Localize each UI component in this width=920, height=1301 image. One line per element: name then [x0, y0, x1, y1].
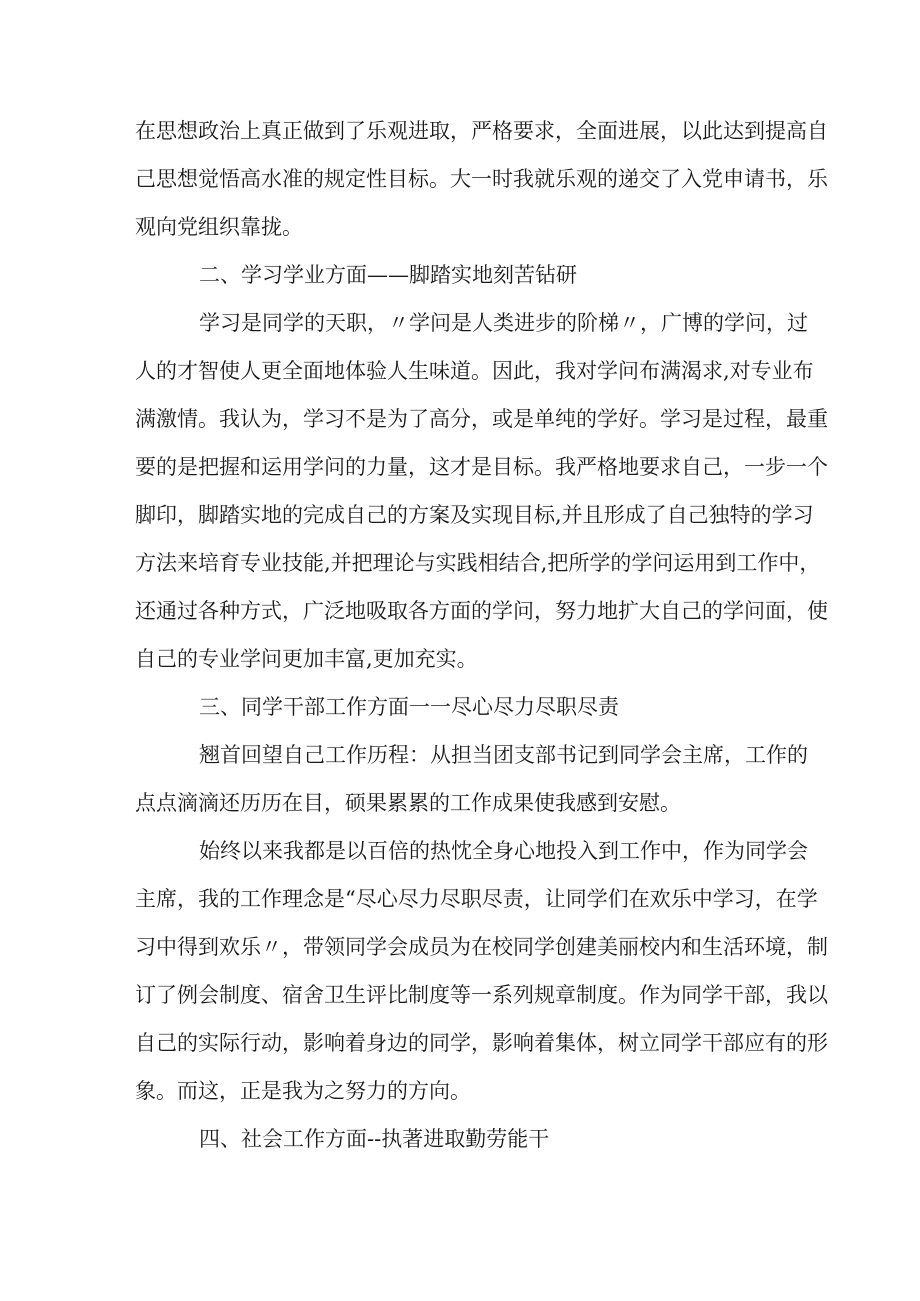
body-text-line: 满激情。我认为，学习不是为了高分，或是单纯的学好。学习是过程，最重: [135, 407, 828, 431]
body-text-line: 要的是把握和运用学问的力量，这才是目标。我严格地要求自己，一步一个: [135, 455, 828, 479]
body-text-line: 脚印，脚踏实地的完成自己的方案及实现目标,并且形成了自己独特的学习: [135, 503, 814, 527]
body-text-line: 在思想政治上真正做到了乐观进取，严格要求，全面进展，以此达到提高自: [135, 119, 828, 143]
body-text-line: 人的才智使人更全面地体验人生味道。因此，我对学问布满渴求,对专业布: [135, 359, 814, 383]
body-text-line: 自己的实际行动，影响着身边的同学，影响着集体，树立同学干部应有的形: [135, 1031, 828, 1055]
body-text-line: 学习是同学的天职，〃学问是人类进步的阶梯〃，广博的学问，过: [199, 311, 808, 335]
body-text-line: 还通过各种方式，广泛地吸取各方面的学问，努力地扩大自己的学问面，使: [135, 599, 828, 623]
body-text-line: 主席，我的工作理念是“尽心尽力尽职尽责，让同学们在欢乐中学习，在学: [135, 887, 818, 911]
body-text-line: 象。而这，正是我为之努力的方向。: [135, 1079, 471, 1103]
section-heading-study: 二、学习学业方面——脚踏实地刻苦钻研: [199, 263, 577, 287]
body-text-line: 自己的专业学问更加丰富,更加充实。: [135, 647, 478, 671]
body-text-line: 观向党组织靠拢。: [135, 215, 303, 239]
body-text-line: 点点滴滴还历历在目，硕果累累的工作成果使我感到安慰。: [135, 791, 681, 815]
body-text-line: 方法来培育专业技能,并把理论与实践相结合,把所学的学问运用到工作中，: [135, 551, 821, 575]
body-text-line: 习中得到欢乐〃，带领同学会成员为在校同学创建美丽校内和生活环境，制: [135, 935, 828, 959]
section-heading-social-work: 四、社会工作方面--执著进取勤劳能干: [199, 1127, 550, 1151]
body-text-line: 始终以来我都是以百倍的热忱全身心地投入到工作中，作为同学会: [199, 839, 808, 863]
body-text-line: 翘首回望自己工作历程：从担当团支部书记到同学会主席，工作的: [199, 743, 808, 767]
body-text-line: 订了例会制度、宿舍卫生评比制度等一系列规章制度。作为同学干部，我以: [135, 983, 828, 1007]
body-text-line: 己思想觉悟高水准的规定性目标。大一时我就乐观的递交了入党申请书，乐: [135, 167, 828, 191]
section-heading-cadre-work: 三、同学干部工作方面一一尽心尽力尽职尽责: [199, 695, 619, 719]
